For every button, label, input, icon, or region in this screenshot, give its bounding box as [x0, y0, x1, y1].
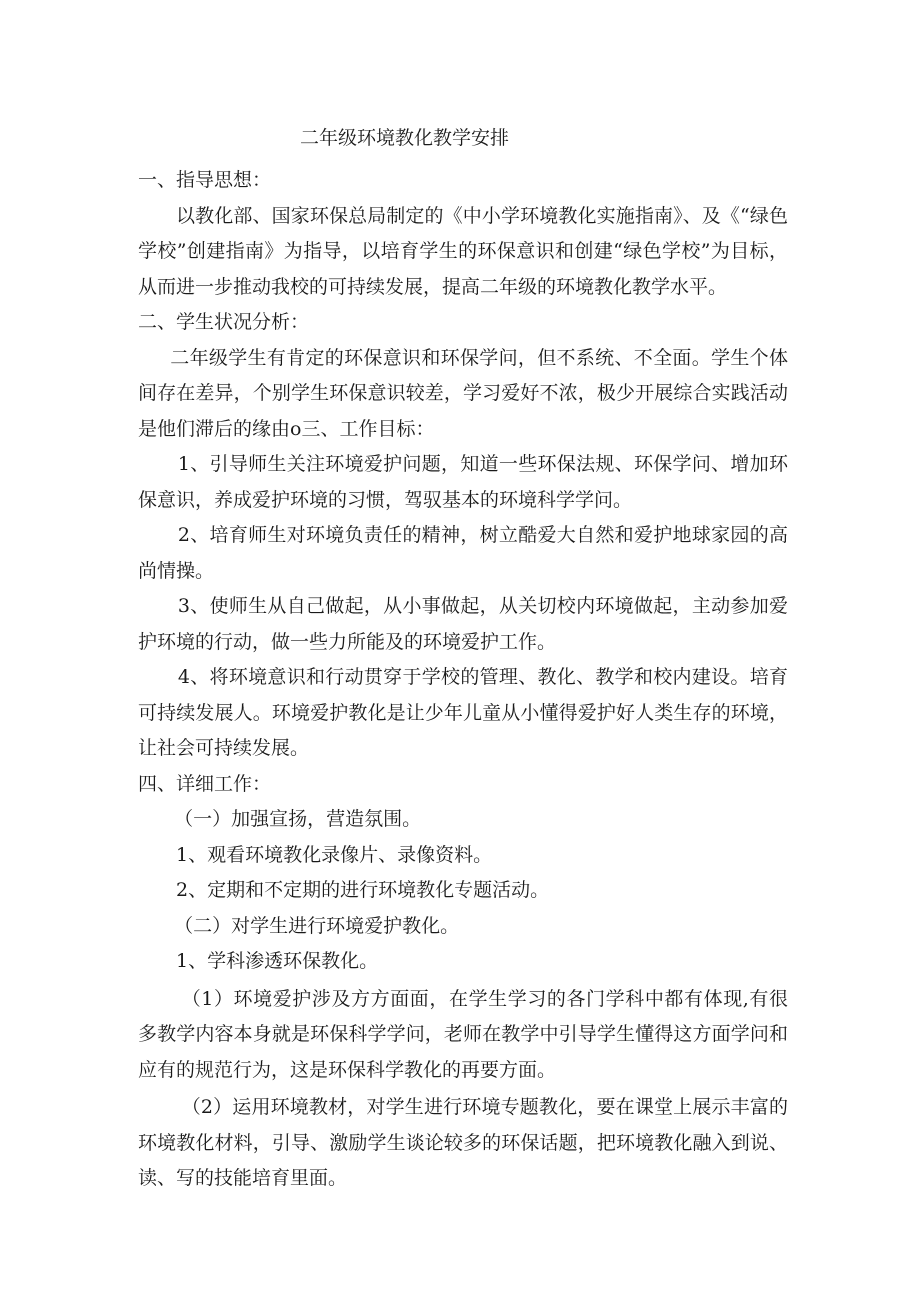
section-heading-guiding-thought: 一、指导思想：	[138, 169, 272, 191]
goal-item-4: 4、将环境意识和行动贯穿于学校的管理、教化、教学和校内建设。培育可持续发展人。环境爱护教化是让少年儿童从小懂得爱护好人类生存的环境，让社会可持续发展。	[138, 666, 788, 759]
paragraph-guiding-thought: 以教化部、国家环保总局制定的《中小学环境教化实施指南》、及《“绿色学校”创建指南》为指导，以培育学生的环保意识和创建“绿色学校”为目标，从而进一步推动我校的可持续发展，提高二年级的环境教化教学水平。	[138, 204, 788, 298]
paragraph-student-analysis: 二年级学生有肯定的环保意识和环保学问，但不系统、不全面。学生个体间存在差异，个别学生环保意识较差，学习爱好不浓，极少开展综合实践活动是他们滞后的缘由o三、工作目标：	[138, 346, 788, 440]
goal-item-2: 2、培育师生对环境负责任的精神，树立酷爱大自然和爱护地球家园的高尚情操。	[138, 524, 788, 582]
section-heading-detailed-work: 四、详细工作：	[138, 772, 272, 795]
goal-item-1: 1、引导师生关注环境爱护问题，知道一些环保法规、环保学问、增加环保意识，养成爱护环境的习惯，驾驭基本的环境科学学问。	[138, 453, 788, 511]
paragraph-subject-integration-1: （1）环境爱护涉及方方面面，在学生学习的各门学科中都有体现,有很多教学内容本身就是环保科学学问，老师在教学中引导学生懂得这方面学问和应有的规范行为，这是环保科学教化的再要方面。	[138, 987, 788, 1081]
work-item-subject-integration: 1、学科渗透环保教化。	[176, 950, 379, 972]
subheading-publicity: （一）加强宣扬，营造氛围。	[174, 808, 422, 830]
document-title: 二年级环境教化教学安排	[300, 127, 510, 149]
goal-item-3: 3、使师生从自己做起，从小事做起，从关切校内环境做起，主动参加爱护环境的行动，做一些力所能及的环境爱护工作。	[138, 595, 788, 653]
subheading-student-education: （二）对学生进行环境爱护教化。	[174, 914, 460, 937]
section-heading-student-analysis: 二、学生状况分析：	[138, 311, 310, 333]
paragraph-subject-integration-2: （2）运用环境教材，对学生进行环境专题教化，要在课堂上展示丰富的环境教化材料，引导、激励学生谈论较多的环保话题，把环境教化融入到说、读、写的技能培育里面。	[138, 1096, 788, 1189]
work-item-video: 1、观看环境教化录像片、录像资料。	[176, 843, 493, 866]
work-item-activities: 2、定期和不定期的进行环境教化专题活动。	[176, 879, 550, 901]
document-body	[138, 163, 788, 1197]
